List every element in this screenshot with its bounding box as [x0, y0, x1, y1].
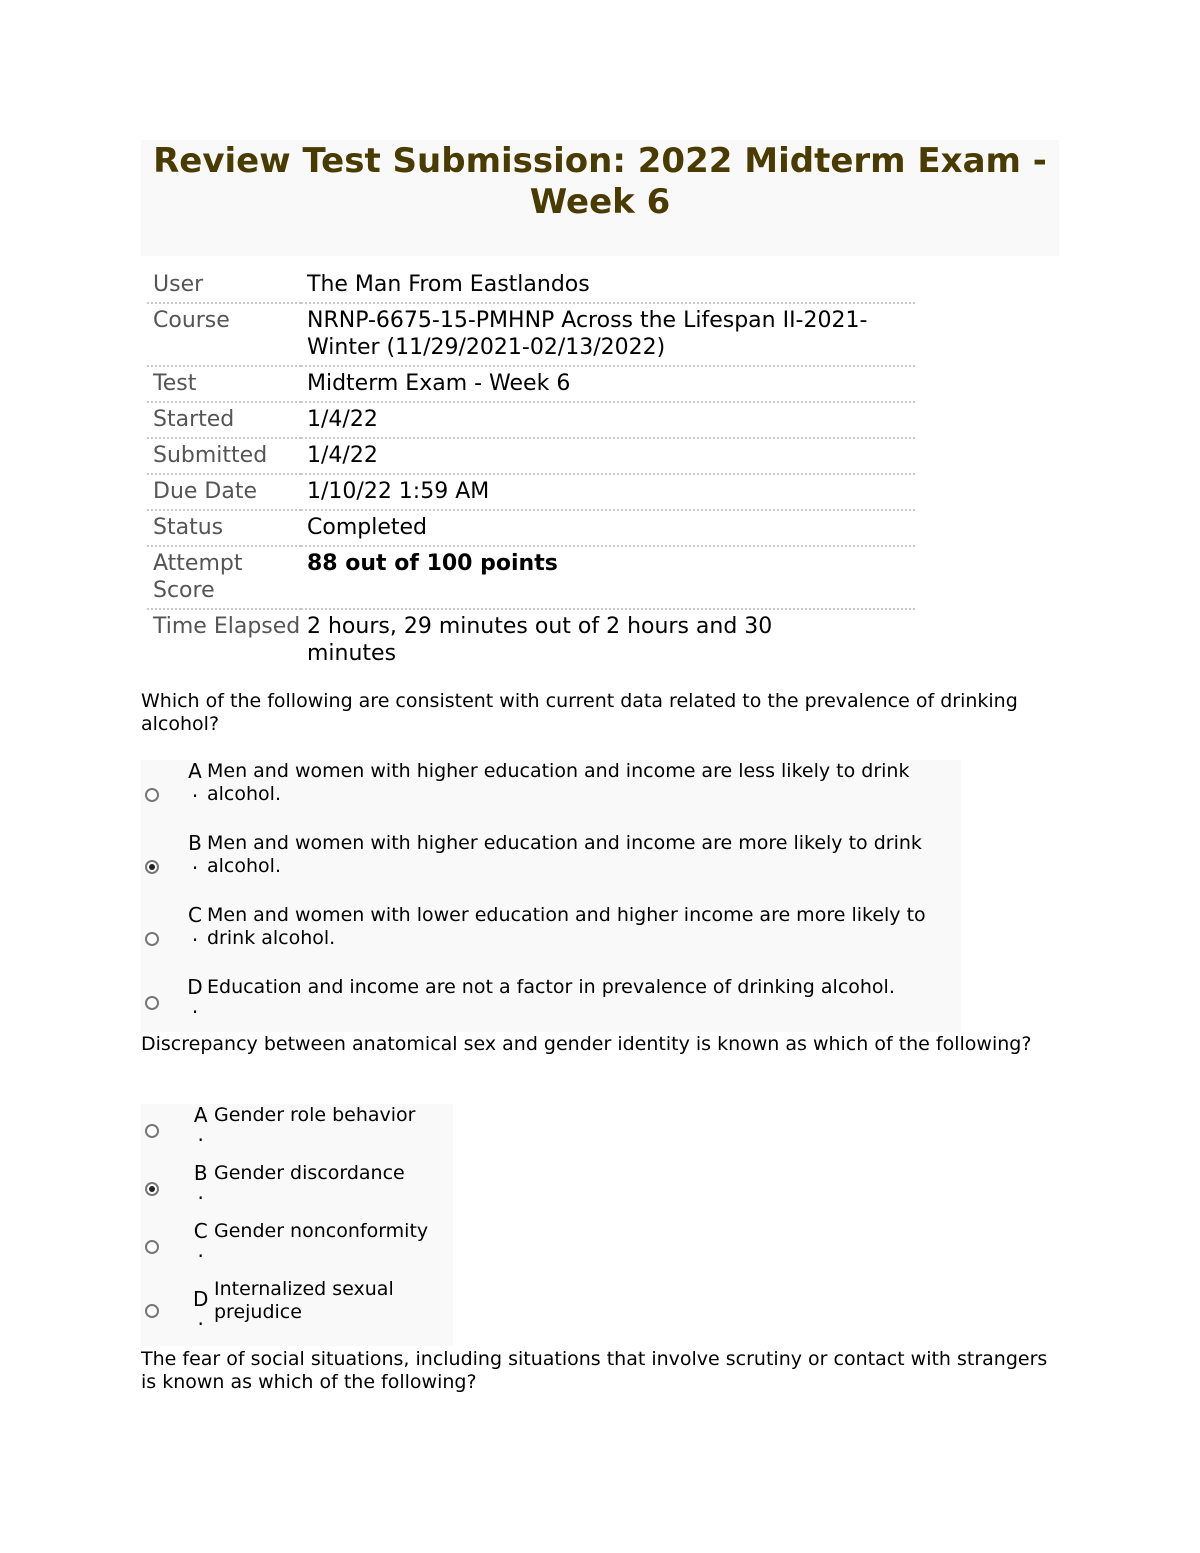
page-title: Review Test Submission: 2022 Midterm Exam - Week 6 — [141, 140, 1059, 256]
option-text: Internalized sexual prejudice — [214, 1278, 394, 1323]
answer-option[interactable]: A . Gender role behavior — [141, 1104, 453, 1162]
info-label: Due Date — [147, 474, 301, 510]
info-row-attempt-score — [147, 546, 915, 609]
submission-info-table — [147, 268, 915, 671]
radio-circle-icon — [145, 1124, 159, 1138]
info-label: Test — [147, 366, 301, 402]
info-value: 1/4/22 — [301, 438, 915, 474]
info-row-due-date — [147, 474, 915, 510]
radio-button[interactable] — [141, 760, 183, 832]
answer-option[interactable]: C . Gender nonconformity — [141, 1220, 453, 1278]
option-text: Men and women with lower education and higher income are more likely to drink alcohol. — [207, 904, 926, 949]
answer-option[interactable]: C . Men and women with lower education and higher income are more likely to drink alcohol. — [141, 904, 961, 976]
radio-selected-icon — [145, 860, 159, 874]
info-value: NRNP-6675-15-PMHNP Across the Lifespan II-2021-Winter (11/29/2021-02/13/2022) — [301, 303, 915, 366]
info-row-status — [147, 510, 915, 546]
option-text: Men and women with higher education and income are more likely to drink alcohol. — [207, 832, 922, 877]
option-text: Gender discordance — [214, 1162, 405, 1184]
info-label: Course — [147, 303, 301, 366]
radio-circle-icon — [145, 996, 159, 1010]
radio-circle-icon — [145, 1240, 159, 1254]
info-value: The Man From Eastlandos — [301, 268, 915, 303]
option-text: Education and income are not a factor in prevalence of drinking alcohol. — [207, 976, 895, 998]
option-text: Gender role behavior — [214, 1104, 416, 1126]
radio-button[interactable] — [141, 1220, 187, 1278]
info-row-started — [147, 402, 915, 438]
option-letter: C — [193, 1219, 208, 1243]
info-row-time-elapsed — [147, 609, 915, 671]
radio-button[interactable] — [141, 1104, 187, 1162]
radio-button[interactable] — [141, 976, 183, 1032]
info-label: Status — [147, 510, 301, 546]
info-label: Started — [147, 402, 301, 438]
radio-circle-icon — [145, 788, 159, 802]
radio-circle-icon — [145, 1304, 159, 1318]
option-letter: D — [187, 975, 203, 999]
info-value: 1/4/22 — [301, 402, 915, 438]
radio-button[interactable] — [141, 1278, 187, 1346]
question-text: Which of the following are consistent with current data related to the prevalence of drinking alcohol? — [141, 690, 1018, 735]
info-label: Attempt Score — [147, 546, 301, 609]
answer-option[interactable]: D . Internalized sexual prejudice — [141, 1278, 453, 1346]
question-text: Discrepancy between anatomical sex and gender identity is known as which of the following? — [141, 1033, 1032, 1055]
info-row-test — [147, 366, 915, 402]
radio-button[interactable] — [141, 832, 183, 904]
answer-option[interactable]: D . Education and income are not a factor in prevalence of drinking alcohol. — [141, 976, 961, 1032]
info-label: User — [147, 268, 301, 303]
option-letter: A — [188, 759, 202, 783]
radio-button[interactable] — [141, 904, 183, 976]
answer-options — [141, 1104, 453, 1346]
info-value: 2 hours, 29 minutes out of 2 hours and 30 minutes — [307, 614, 773, 666]
info-row-user — [147, 268, 915, 303]
radio-circle-icon — [145, 932, 159, 946]
option-letter: D — [193, 1287, 209, 1311]
info-value: Completed — [301, 510, 915, 546]
option-letter: B — [193, 1161, 208, 1185]
attempt-score: 88 out of 100 points — [301, 546, 915, 609]
answer-option[interactable]: A . Men and women with higher education and income are less likely to drink alcohol. — [141, 760, 961, 832]
info-row-submitted — [147, 438, 915, 474]
question-text: The fear of social situations, including situations that involve scrutiny or contact with strangers is known as which of the following? — [141, 1348, 1048, 1393]
answer-options — [141, 760, 961, 1032]
info-label: Time Elapsed — [153, 614, 301, 639]
info-label: Submitted — [147, 438, 301, 474]
info-row-course — [147, 303, 915, 366]
option-letter: B — [188, 831, 202, 855]
radio-button[interactable] — [141, 1162, 187, 1220]
option-letter: C — [188, 903, 202, 927]
radio-selected-icon — [145, 1182, 159, 1196]
info-value: Midterm Exam - Week 6 — [301, 366, 915, 402]
option-letter: A — [193, 1103, 208, 1127]
option-text: Gender nonconformity — [214, 1220, 429, 1242]
answer-option[interactable]: B . Gender discordance — [141, 1162, 453, 1220]
info-value: 1/10/22 1:59 AM — [301, 474, 915, 510]
answer-option[interactable]: B . Men and women with higher education and income are more likely to drink alcohol. — [141, 832, 961, 904]
option-text: Men and women with higher education and income are less likely to drink alcohol. — [207, 760, 910, 805]
